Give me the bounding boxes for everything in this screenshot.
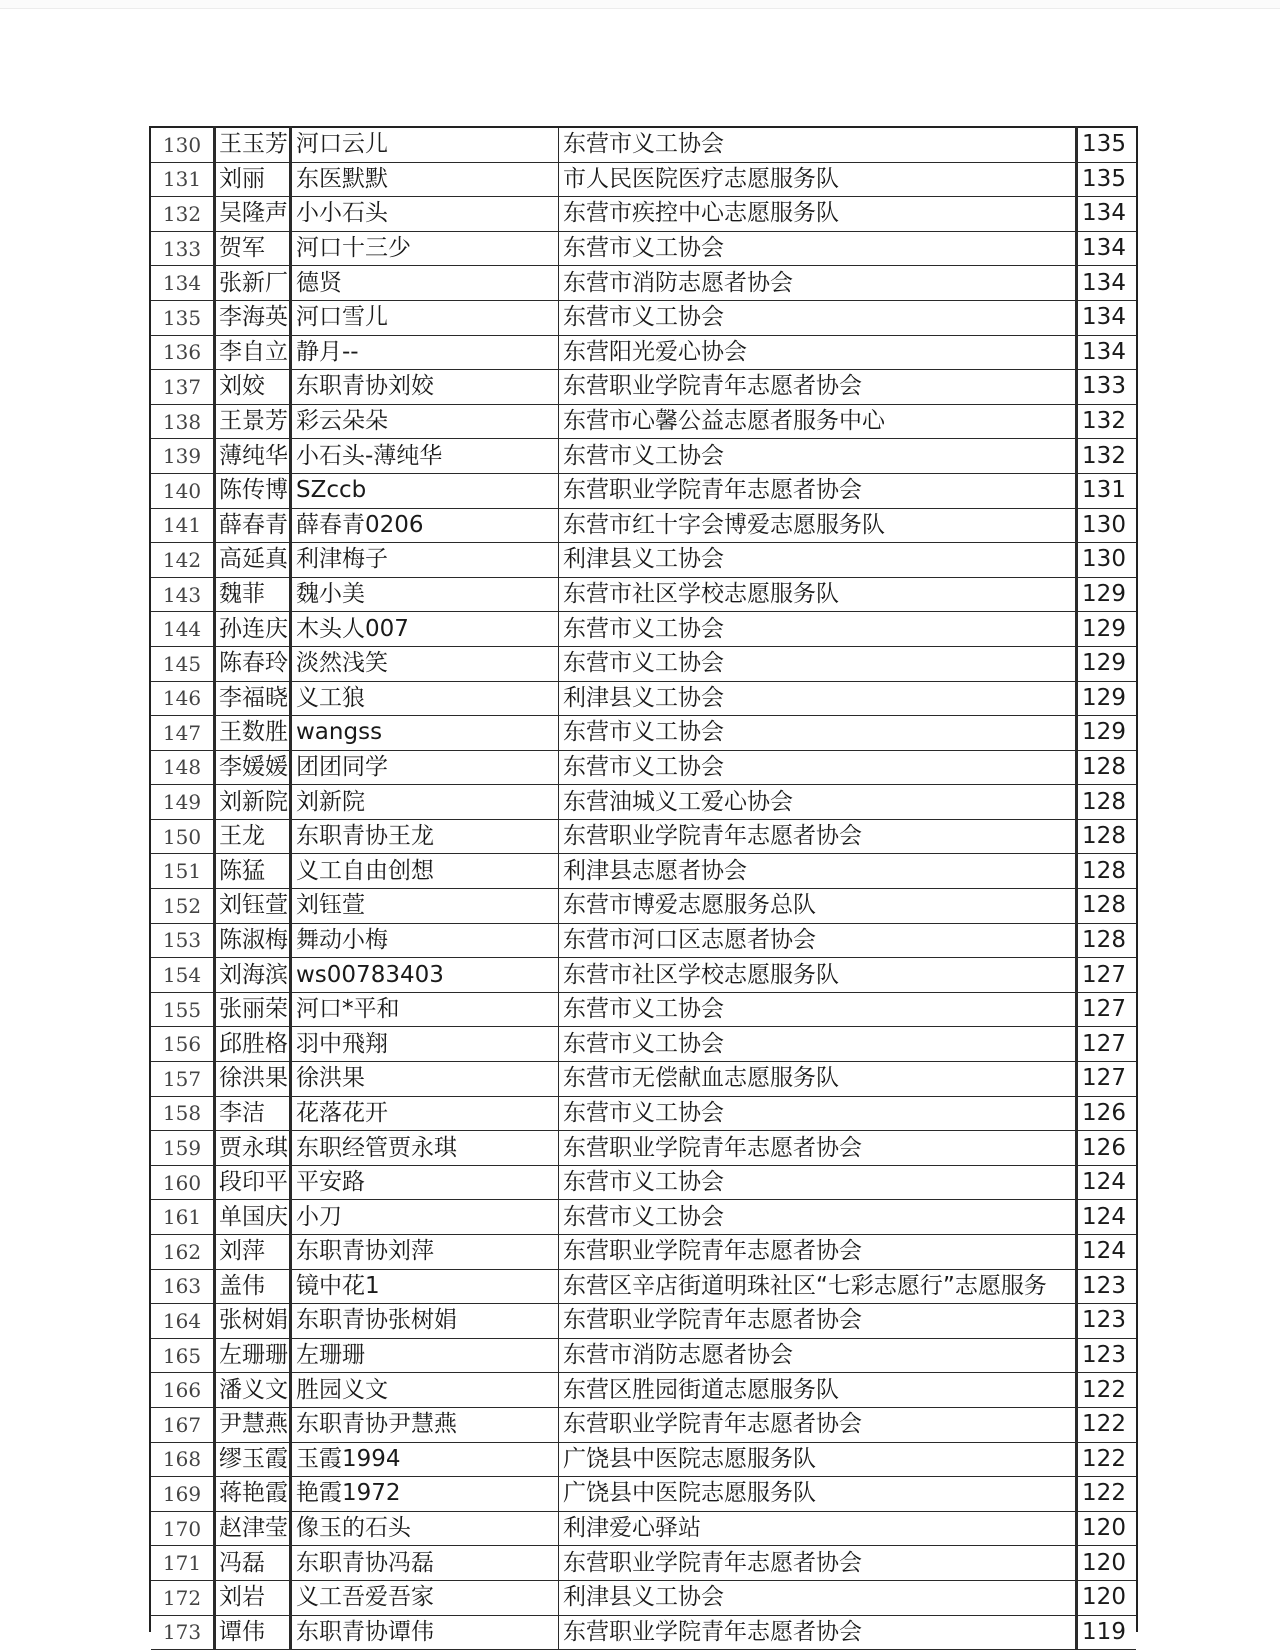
organization-cell: 广饶县中医院志愿服务队 (559, 1442, 1077, 1477)
nickname-cell: 东职青协刘萍 (291, 1235, 559, 1270)
nickname-cell: 小石头-薄纯华 (291, 439, 559, 474)
table-row (151, 681, 1136, 716)
nickname-cell: 玉霞1994 (291, 1442, 559, 1477)
name-cell: 高延真 (215, 543, 291, 578)
nickname-cell: 徐洪果 (291, 1062, 559, 1097)
nickname-cell: 左珊珊 (291, 1338, 559, 1373)
name-cell: 王数胜 (215, 716, 291, 751)
organization-cell: 东营市社区学校志愿服务队 (559, 958, 1077, 993)
name-cell: 刘丽 (215, 162, 291, 197)
organization-cell: 东营市义工协会 (559, 1027, 1077, 1062)
nickname-cell: 刘新院 (291, 785, 559, 820)
hours-cell: 134 (1077, 197, 1137, 232)
name-cell: 左珊珊 (215, 1338, 291, 1373)
name-cell: 吴隆声 (215, 197, 291, 232)
table-row (151, 300, 1136, 335)
hours-cell: 129 (1077, 646, 1137, 681)
hours-cell: 120 (1077, 1511, 1137, 1546)
table-row (151, 1511, 1136, 1546)
rank-cell: 173 (151, 1615, 215, 1650)
hours-cell: 128 (1077, 750, 1137, 785)
name-cell: 李自立 (215, 335, 291, 370)
organization-cell: 东营职业学院青年志愿者协会 (559, 1407, 1077, 1442)
nickname-cell: 胜园义文 (291, 1373, 559, 1408)
hours-cell: 128 (1077, 889, 1137, 924)
rank-cell: 153 (151, 923, 215, 958)
hours-cell: 119 (1077, 1615, 1137, 1650)
hours-cell: 129 (1077, 612, 1137, 647)
organization-cell: 东营市消防志愿者协会 (559, 1338, 1077, 1373)
hours-cell: 132 (1077, 404, 1137, 439)
name-cell: 刘岩 (215, 1580, 291, 1615)
organization-cell: 利津县义工协会 (559, 543, 1077, 578)
rank-cell: 147 (151, 716, 215, 751)
organization-cell: 东营市义工协会 (559, 439, 1077, 474)
organization-cell: 东营市消防志愿者协会 (559, 266, 1077, 301)
table-row (151, 750, 1136, 785)
table-row (151, 819, 1136, 854)
name-cell: 李福晓 (215, 681, 291, 716)
hours-cell: 128 (1077, 785, 1137, 820)
rank-cell: 143 (151, 577, 215, 612)
name-cell: 贾永琪 (215, 1131, 291, 1166)
name-cell: 陈传博 (215, 473, 291, 508)
hours-cell: 124 (1077, 1200, 1137, 1235)
nickname-cell: 舞动小梅 (291, 923, 559, 958)
name-cell: 刘钰萱 (215, 889, 291, 924)
hours-cell: 130 (1077, 508, 1137, 543)
hours-cell: 122 (1077, 1373, 1137, 1408)
rank-cell: 141 (151, 508, 215, 543)
hours-cell: 128 (1077, 819, 1137, 854)
nickname-cell: 东职青协张树娟 (291, 1304, 559, 1339)
hours-cell: 135 (1077, 162, 1137, 197)
nickname-cell: 东职青协刘姣 (291, 370, 559, 405)
table-row (151, 439, 1136, 474)
organization-cell: 东营市义工协会 (559, 127, 1077, 162)
organization-cell: 东营市河口区志愿者协会 (559, 923, 1077, 958)
name-cell: 张丽荣 (215, 992, 291, 1027)
name-cell: 贺军 (215, 231, 291, 266)
hours-cell: 126 (1077, 1131, 1137, 1166)
nickname-cell: 刘钰萱 (291, 889, 559, 924)
name-cell: 李洁 (215, 1096, 291, 1131)
nickname-cell: 德贤 (291, 266, 559, 301)
hours-cell: 129 (1077, 577, 1137, 612)
table-row (151, 958, 1136, 993)
hours-cell: 129 (1077, 681, 1137, 716)
nickname-cell: 彩云朵朵 (291, 404, 559, 439)
table-row (151, 1131, 1136, 1166)
organization-cell: 利津县义工协会 (559, 681, 1077, 716)
rank-cell: 134 (151, 266, 215, 301)
organization-cell: 利津县义工协会 (559, 1580, 1077, 1615)
name-cell: 单国庆 (215, 1200, 291, 1235)
rank-cell: 144 (151, 612, 215, 647)
name-cell: 李海英 (215, 300, 291, 335)
nickname-cell: 河口雪儿 (291, 300, 559, 335)
table-row (151, 231, 1136, 266)
name-cell: 赵津莹 (215, 1511, 291, 1546)
organization-cell: 东营油城义工爱心协会 (559, 785, 1077, 820)
organization-cell: 利津县志愿者协会 (559, 854, 1077, 889)
table-row (151, 577, 1136, 612)
hours-cell: 128 (1077, 923, 1137, 958)
rank-cell: 152 (151, 889, 215, 924)
table-row (151, 1027, 1136, 1062)
hours-cell: 127 (1077, 1027, 1137, 1062)
hours-cell: 123 (1077, 1338, 1137, 1373)
rank-cell: 136 (151, 335, 215, 370)
hours-cell: 131 (1077, 473, 1137, 508)
organization-cell: 东营市博爱志愿服务总队 (559, 889, 1077, 924)
name-cell: 邱胜格 (215, 1027, 291, 1062)
rank-cell: 148 (151, 750, 215, 785)
nickname-cell: 义工狼 (291, 681, 559, 716)
volunteer-hours-table (149, 126, 1138, 1645)
organization-cell: 东营市义工协会 (559, 1096, 1077, 1131)
table-row (151, 1338, 1136, 1373)
nickname-cell: ws00783403 (291, 958, 559, 993)
rank-cell: 157 (151, 1062, 215, 1097)
nickname-cell: 镜中花1 (291, 1269, 559, 1304)
hours-cell: 122 (1077, 1442, 1137, 1477)
nickname-cell: 东职青协王龙 (291, 819, 559, 854)
rank-cell: 162 (151, 1235, 215, 1270)
nickname-cell: 淡然浅笑 (291, 646, 559, 681)
organization-cell: 东营市义工协会 (559, 1200, 1077, 1235)
table-row (151, 785, 1136, 820)
name-cell: 徐洪果 (215, 1062, 291, 1097)
nickname-cell: 静月-- (291, 335, 559, 370)
rank-cell: 156 (151, 1027, 215, 1062)
rank-cell: 149 (151, 785, 215, 820)
table-row (151, 1442, 1136, 1477)
name-cell: 潘义文 (215, 1373, 291, 1408)
rank-cell: 130 (151, 127, 215, 162)
organization-cell: 东营市红十字会博爱志愿服务队 (559, 508, 1077, 543)
name-cell: 蒋艳霞 (215, 1477, 291, 1512)
organization-cell: 广饶县中医院志愿服务队 (559, 1477, 1077, 1512)
name-cell: 王景芳 (215, 404, 291, 439)
nickname-cell: 东职青协尹慧燕 (291, 1407, 559, 1442)
rank-cell: 132 (151, 197, 215, 232)
table-row (151, 1096, 1136, 1131)
hours-cell: 135 (1077, 127, 1137, 162)
organization-cell: 东营阳光爱心协会 (559, 335, 1077, 370)
organization-cell: 东营市义工协会 (559, 612, 1077, 647)
rank-cell: 154 (151, 958, 215, 993)
rank-cell: 170 (151, 1511, 215, 1546)
hours-cell: 126 (1077, 1096, 1137, 1131)
name-cell: 孙连庆 (215, 612, 291, 647)
organization-cell: 东营市疾控中心志愿服务队 (559, 197, 1077, 232)
organization-cell: 东营区辛店街道明珠社区“七彩志愿行”志愿服务 (559, 1269, 1077, 1304)
table-row (151, 335, 1136, 370)
rank-cell: 168 (151, 1442, 215, 1477)
table-row (151, 923, 1136, 958)
table-row (151, 854, 1136, 889)
name-cell: 陈猛 (215, 854, 291, 889)
nickname-cell: 东职青协冯磊 (291, 1546, 559, 1581)
table-row (151, 127, 1136, 162)
table-row (151, 1165, 1136, 1200)
nickname-cell: 团团同学 (291, 750, 559, 785)
hours-cell: 128 (1077, 854, 1137, 889)
table-row (151, 1269, 1136, 1304)
rank-cell: 165 (151, 1338, 215, 1373)
hours-cell: 127 (1077, 992, 1137, 1027)
rank-cell: 169 (151, 1477, 215, 1512)
nickname-cell: 小小石头 (291, 197, 559, 232)
organization-cell: 东营职业学院青年志愿者协会 (559, 1131, 1077, 1166)
organization-cell: 东营职业学院青年志愿者协会 (559, 473, 1077, 508)
organization-cell: 东营市义工协会 (559, 646, 1077, 681)
name-cell: 王龙 (215, 819, 291, 854)
table-row (151, 404, 1136, 439)
rank-cell: 133 (151, 231, 215, 266)
name-cell: 刘姣 (215, 370, 291, 405)
table-row (151, 1407, 1136, 1442)
name-cell: 刘萍 (215, 1235, 291, 1270)
nickname-cell: 薛春青0206 (291, 508, 559, 543)
hours-cell: 123 (1077, 1304, 1137, 1339)
hours-cell: 129 (1077, 716, 1137, 751)
organization-cell: 东营市义工协会 (559, 300, 1077, 335)
organization-cell: 东营职业学院青年志愿者协会 (559, 1235, 1077, 1270)
table-row (151, 1235, 1136, 1270)
organization-cell: 东营职业学院青年志愿者协会 (559, 1546, 1077, 1581)
nickname-cell: 东医默默 (291, 162, 559, 197)
hours-cell: 127 (1077, 958, 1137, 993)
nickname-cell: 平安路 (291, 1165, 559, 1200)
hours-cell: 122 (1077, 1407, 1137, 1442)
organization-cell: 东营市社区学校志愿服务队 (559, 577, 1077, 612)
nickname-cell: 魏小美 (291, 577, 559, 612)
rank-cell: 137 (151, 370, 215, 405)
name-cell: 谭伟 (215, 1615, 291, 1650)
table-row (151, 1062, 1136, 1097)
rank-cell: 146 (151, 681, 215, 716)
hours-cell: 134 (1077, 300, 1137, 335)
table-row (151, 1580, 1136, 1615)
hours-cell: 133 (1077, 370, 1137, 405)
nickname-cell: 利津梅子 (291, 543, 559, 578)
nickname-cell: 义工吾爱吾家 (291, 1580, 559, 1615)
name-cell: 张新厂 (215, 266, 291, 301)
rank-cell: 159 (151, 1131, 215, 1166)
rank-cell: 166 (151, 1373, 215, 1408)
rank-cell: 172 (151, 1580, 215, 1615)
name-cell: 张树娟 (215, 1304, 291, 1339)
table-row (151, 370, 1136, 405)
organization-cell: 东营区胜园街道志愿服务队 (559, 1373, 1077, 1408)
nickname-cell: 河口十三少 (291, 231, 559, 266)
organization-cell: 东营市无偿献血志愿服务队 (559, 1062, 1077, 1097)
hours-cell: 132 (1077, 439, 1137, 474)
table-row (151, 646, 1136, 681)
scan-top-edge (0, 0, 1280, 9)
nickname-cell: 木头人007 (291, 612, 559, 647)
hours-cell: 134 (1077, 335, 1137, 370)
rank-cell: 142 (151, 543, 215, 578)
table-row (151, 508, 1136, 543)
hours-cell: 122 (1077, 1477, 1137, 1512)
rank-cell: 163 (151, 1269, 215, 1304)
nickname-cell: 花落花开 (291, 1096, 559, 1131)
nickname-cell: 羽中飛翔 (291, 1027, 559, 1062)
organization-cell: 东营市义工协会 (559, 750, 1077, 785)
table-row (151, 1477, 1136, 1512)
name-cell: 陈春玲 (215, 646, 291, 681)
table-row (151, 266, 1136, 301)
table-row (151, 197, 1136, 232)
name-cell: 刘新院 (215, 785, 291, 820)
table-row (151, 1615, 1136, 1650)
name-cell: 薄纯华 (215, 439, 291, 474)
rank-cell: 155 (151, 992, 215, 1027)
rank-cell: 145 (151, 646, 215, 681)
organization-cell: 东营职业学院青年志愿者协会 (559, 1304, 1077, 1339)
table-row (151, 889, 1136, 924)
nickname-cell: 小刀 (291, 1200, 559, 1235)
rank-cell: 167 (151, 1407, 215, 1442)
rank-cell: 161 (151, 1200, 215, 1235)
nickname-cell: 艳霞1972 (291, 1477, 559, 1512)
hours-cell: 127 (1077, 1062, 1137, 1097)
name-cell: 冯磊 (215, 1546, 291, 1581)
nickname-cell: wangss (291, 716, 559, 751)
table-row (151, 473, 1136, 508)
table-row (151, 1304, 1136, 1339)
name-cell: 李媛媛 (215, 750, 291, 785)
name-cell: 陈淑梅 (215, 923, 291, 958)
organization-cell: 东营职业学院青年志愿者协会 (559, 819, 1077, 854)
nickname-cell: 义工自由创想 (291, 854, 559, 889)
hours-cell: 123 (1077, 1269, 1137, 1304)
rank-cell: 151 (151, 854, 215, 889)
table-row (151, 992, 1136, 1027)
nickname-cell: 东职青协谭伟 (291, 1615, 559, 1650)
table-row (151, 162, 1136, 197)
organization-cell: 东营市心馨公益志愿者服务中心 (559, 404, 1077, 439)
rank-cell: 135 (151, 300, 215, 335)
nickname-cell: 像玉的石头 (291, 1511, 559, 1546)
organization-cell: 东营职业学院青年志愿者协会 (559, 1615, 1077, 1650)
table-body (151, 127, 1136, 1650)
organization-cell: 市人民医院医疗志愿服务队 (559, 162, 1077, 197)
hours-cell: 120 (1077, 1580, 1137, 1615)
name-cell: 薛春青 (215, 508, 291, 543)
organization-cell: 东营市义工协会 (559, 231, 1077, 266)
nickname-cell: SZccb (291, 473, 559, 508)
nickname-cell: 河口云儿 (291, 127, 559, 162)
name-cell: 刘海滨 (215, 958, 291, 993)
name-cell: 尹慧燕 (215, 1407, 291, 1442)
rank-cell: 140 (151, 473, 215, 508)
table-row (151, 543, 1136, 578)
hours-cell: 120 (1077, 1546, 1137, 1581)
hours-cell: 134 (1077, 231, 1137, 266)
name-cell: 盖伟 (215, 1269, 291, 1304)
hours-cell: 124 (1077, 1235, 1137, 1270)
rank-cell: 139 (151, 439, 215, 474)
rank-cell: 131 (151, 162, 215, 197)
nickname-cell: 东职经管贾永琪 (291, 1131, 559, 1166)
organization-cell: 东营市义工协会 (559, 1165, 1077, 1200)
name-cell: 段印平 (215, 1165, 291, 1200)
name-cell: 王玉芳 (215, 127, 291, 162)
table-row (151, 716, 1136, 751)
rank-cell: 150 (151, 819, 215, 854)
table-row (151, 1546, 1136, 1581)
organization-cell: 东营市义工协会 (559, 716, 1077, 751)
organization-cell: 东营市义工协会 (559, 992, 1077, 1027)
rank-cell: 158 (151, 1096, 215, 1131)
name-cell: 魏菲 (215, 577, 291, 612)
rank-cell: 138 (151, 404, 215, 439)
rank-cell: 160 (151, 1165, 215, 1200)
name-cell: 缪玉霞 (215, 1442, 291, 1477)
table-row (151, 612, 1136, 647)
organization-cell: 东营职业学院青年志愿者协会 (559, 370, 1077, 405)
hours-cell: 134 (1077, 266, 1137, 301)
rank-cell: 171 (151, 1546, 215, 1581)
rank-cell: 164 (151, 1304, 215, 1339)
organization-cell: 利津爱心驿站 (559, 1511, 1077, 1546)
table-row (151, 1373, 1136, 1408)
hours-cell: 124 (1077, 1165, 1137, 1200)
nickname-cell: 河口*平和 (291, 992, 559, 1027)
table-row (151, 1200, 1136, 1235)
hours-cell: 130 (1077, 543, 1137, 578)
